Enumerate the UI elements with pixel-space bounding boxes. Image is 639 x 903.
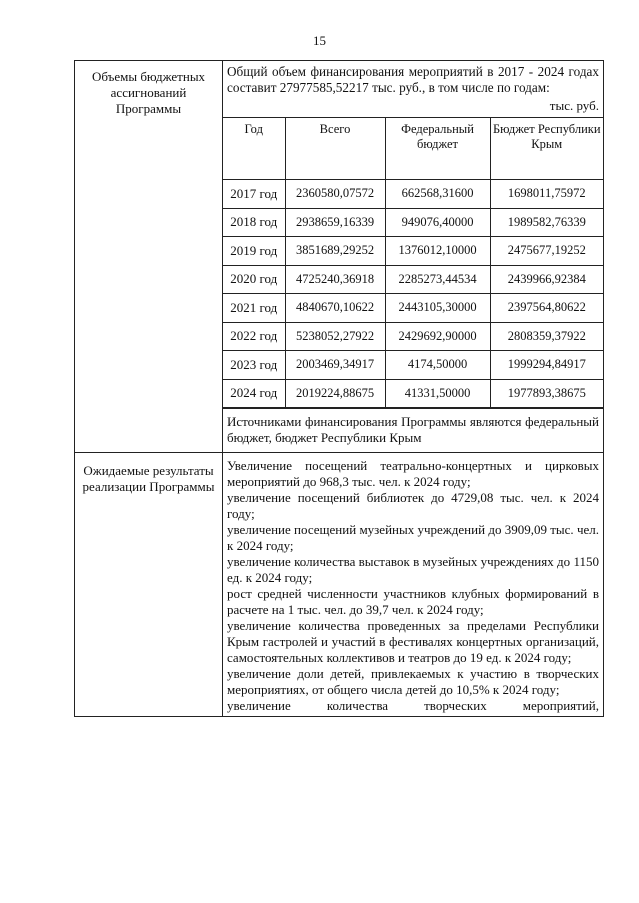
- cell-total: 4725240,36918: [285, 265, 385, 294]
- result-item: увеличение посещений библиотек до 4729,08 тыс. чел. к 2024 году;: [227, 490, 599, 521]
- financing-sources: Источниками финансирования Программы являются федеральный бюджет, бюджет Республики Крым: [223, 408, 603, 452]
- cell-year: 2024 год: [223, 379, 285, 408]
- cell-federal: 949076,40000: [385, 208, 490, 237]
- budget-label: Объемы бюджетных ассигнований Программы: [91, 69, 206, 116]
- financing-row: [223, 265, 603, 294]
- cell-federal: 662568,31600: [385, 180, 490, 209]
- financing-table: [223, 117, 603, 408]
- page-number: 15: [313, 33, 326, 48]
- financing-row: [223, 208, 603, 237]
- cell-total: 2360580,07572: [285, 180, 385, 209]
- cell-total: 2019224,88675: [285, 379, 385, 408]
- cell-crimea: 1989582,76339: [490, 208, 603, 237]
- financing-row: [223, 351, 603, 380]
- results-content-cell: [223, 453, 604, 717]
- financing-row: [223, 237, 603, 266]
- cell-crimea: 1999294,84917: [490, 351, 603, 380]
- result-item: Увеличение посещений театрально-концертных и цирковых мероприятий до 968,3 тыс. чел. к 2024 году;: [227, 458, 599, 489]
- cell-year: 2022 год: [223, 322, 285, 351]
- result-item: увеличение количества проведенных за пределами Республики Крым гастролей и участий в фестивалях концертных организаций, самостоятельных коллективов и театров до 19 ед. к 2024 году;: [227, 618, 599, 665]
- cell-crimea: 2808359,37922: [490, 322, 603, 351]
- cell-year: 2020 год: [223, 265, 285, 294]
- financing-row: [223, 379, 603, 408]
- budget-row: [75, 61, 604, 453]
- results-list: [223, 453, 603, 716]
- financing-row: [223, 322, 603, 351]
- result-item: увеличение посещений музейных учреждений до 3909,09 тыс. чел. к 2024 году;: [227, 522, 599, 553]
- financing-row: [223, 180, 603, 209]
- cell-federal: 4174,50000: [385, 351, 490, 380]
- cell-crimea: 2475677,19252: [490, 237, 603, 266]
- cell-federal: 2429692,90000: [385, 322, 490, 351]
- cell-year: 2019 год: [223, 237, 285, 266]
- results-label-cell: [75, 453, 223, 717]
- cell-crimea: 1977893,38675: [490, 379, 603, 408]
- cell-year: 2021 год: [223, 294, 285, 323]
- results-label: Ожидаемые результаты реализации Программы: [82, 463, 215, 494]
- cell-year: 2023 год: [223, 351, 285, 380]
- program-passport-table: [74, 60, 604, 717]
- cell-total: 5238052,27922: [285, 322, 385, 351]
- result-item: рост средней численности участников клубных формирований в расчете на 1 тыс. чел. до 39,7 чел. к 2024 году;: [227, 586, 599, 617]
- financing-header-row: [223, 118, 603, 180]
- result-item: увеличение количества творческих мероприятий,: [227, 698, 599, 713]
- units-label: тыс. руб.: [549, 98, 599, 113]
- cell-year: 2017 год: [223, 180, 285, 209]
- header-crimea: Бюджет Республики Крым: [490, 118, 603, 180]
- result-item: увеличение доли детей, привлекаемых к участию в творческих мероприятиях, от общего числа детей до 10,5% к 2024 году;: [227, 666, 599, 697]
- budget-label-cell: [75, 61, 223, 453]
- cell-federal: 41331,50000: [385, 379, 490, 408]
- results-row: [75, 453, 604, 717]
- cell-total: 3851689,29252: [285, 237, 385, 266]
- cell-crimea: 2397564,80622: [490, 294, 603, 323]
- cell-federal: 1376012,10000: [385, 237, 490, 266]
- budget-content-cell: [223, 61, 604, 453]
- cell-federal: 2443105,30000: [385, 294, 490, 323]
- header-year: Год: [223, 118, 285, 180]
- cell-crimea: 2439966,92384: [490, 265, 603, 294]
- cell-total: 2938659,16339: [285, 208, 385, 237]
- header-total: Всего: [285, 118, 385, 180]
- cell-crimea: 1698011,75972: [490, 180, 603, 209]
- cell-total: 2003469,34917: [285, 351, 385, 380]
- cell-total: 4840670,10622: [285, 294, 385, 323]
- budget-intro: Общий объем финансирования мероприятий в 2017 - 2024 годах составит 27977585,52217 тыс. руб., в том числе по годам:: [227, 64, 599, 95]
- cell-federal: 2285273,44534: [385, 265, 490, 294]
- header-federal: Федеральный бюджет: [385, 118, 490, 180]
- cell-year: 2018 год: [223, 208, 285, 237]
- financing-row: [223, 294, 603, 323]
- result-item: увеличение количества выставок в музейных учреждениях до 1150 ед. к 2024 году;: [227, 554, 599, 585]
